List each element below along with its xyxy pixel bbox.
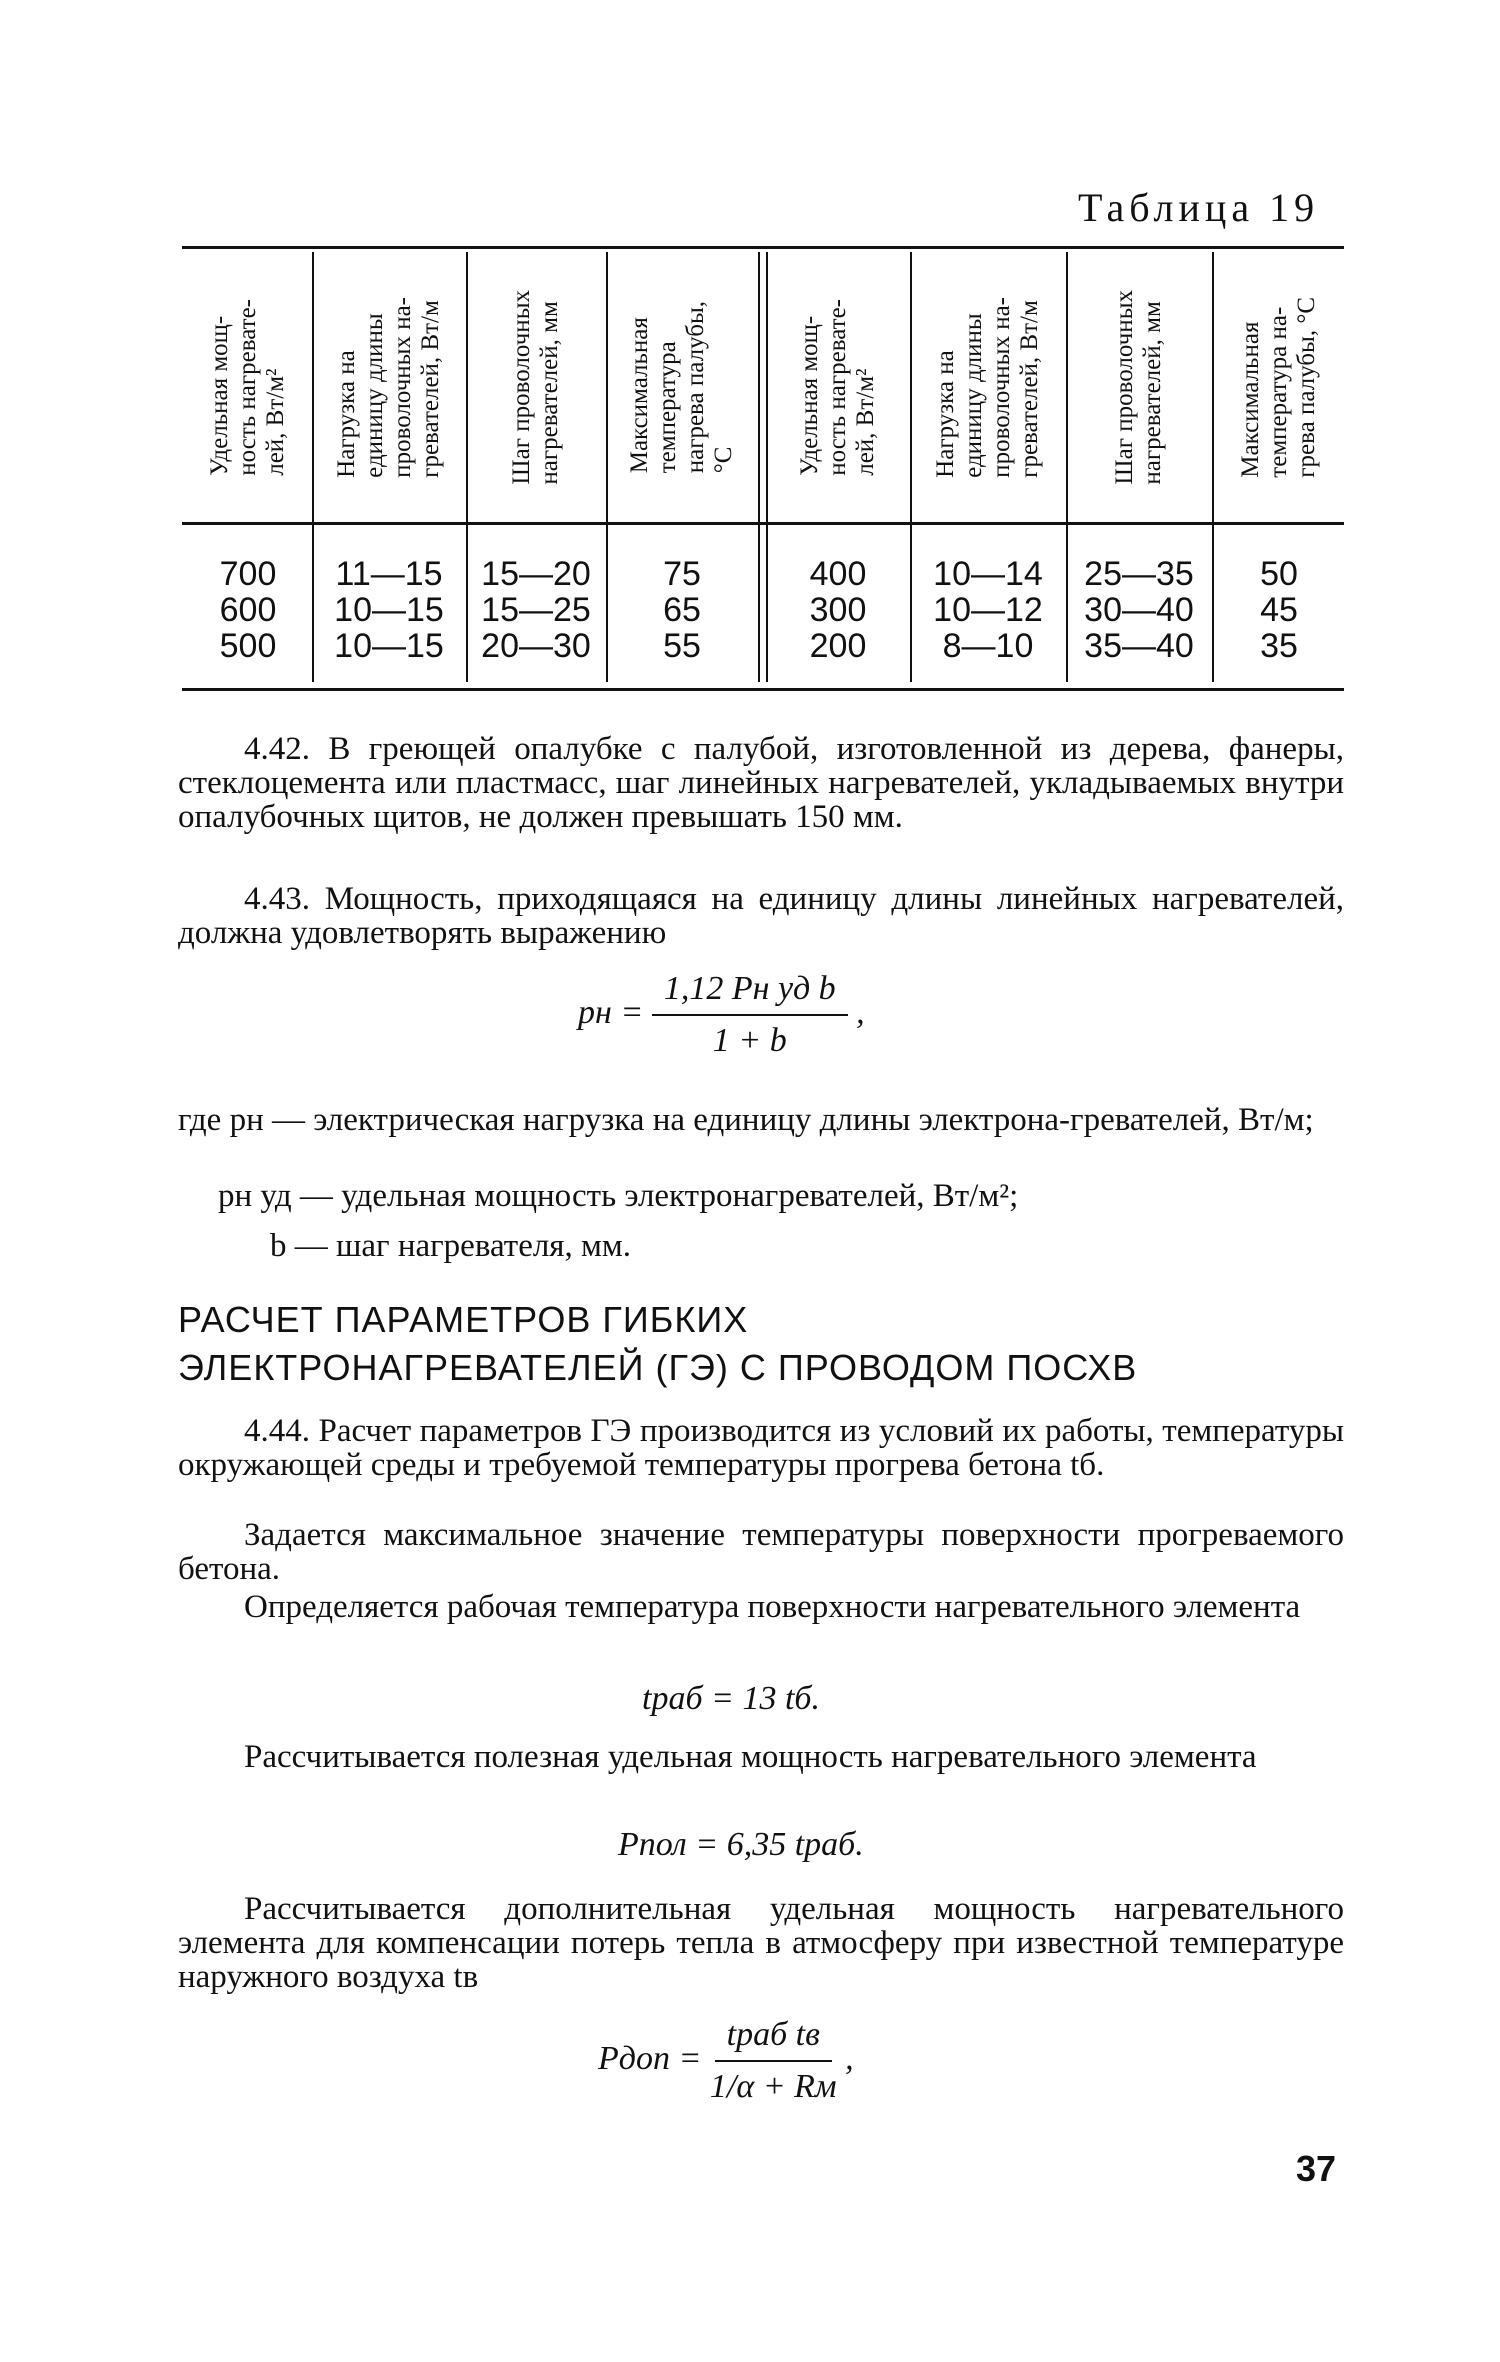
table-cell: 500 bbox=[219, 627, 277, 665]
table-header-cell bbox=[1068, 258, 1210, 516]
formula-lhs: Pдоп = bbox=[598, 2039, 702, 2077]
table-header-text: Максимальная температура на- грева палубы, °С bbox=[1237, 296, 1320, 478]
table-bottom-rule bbox=[182, 688, 1344, 691]
paragraph-4-44: 4.44. Расчет параметров ГЭ производится из условий их работы, температуры окружающей среды и требуемой температуры прогрева бетона tб. bbox=[178, 1413, 1344, 1483]
formula-tail: , bbox=[856, 993, 865, 1031]
table-column bbox=[186, 556, 310, 664]
table-header-text: Нагрузка на единицу длины проволочных на- гревателей, Вт/м bbox=[333, 296, 444, 478]
table-cell: 10—12 bbox=[933, 591, 1043, 629]
table-header-cell bbox=[608, 258, 756, 516]
table-cell: 50 bbox=[1260, 555, 1298, 593]
table-column bbox=[608, 556, 756, 664]
table-cell: 65 bbox=[663, 591, 701, 629]
table-cell: 15—25 bbox=[481, 591, 591, 629]
formula-numerator: tраб tв bbox=[715, 2016, 832, 2062]
table-cell: 35—40 bbox=[1084, 627, 1194, 665]
table-cell: 10—15 bbox=[334, 627, 444, 665]
formula-p-pol: Pпол = 6,35 tраб. bbox=[618, 1826, 864, 1863]
table-header-cell bbox=[468, 258, 604, 516]
table-column bbox=[468, 556, 604, 664]
formula-denominator: 1/α + Rм bbox=[709, 2068, 837, 2105]
table-cell: 200 bbox=[809, 627, 867, 665]
table-column bbox=[912, 556, 1064, 664]
table-header-text: Максимальная температура нагрева палубы, °С bbox=[626, 300, 737, 474]
table-column-divider bbox=[758, 252, 760, 682]
formula-t-rab: tраб = 13 tб. bbox=[642, 1680, 821, 1717]
table-cell: 20—30 bbox=[481, 627, 591, 665]
table-cell: 15—20 bbox=[481, 555, 591, 593]
table-cell: 30—40 bbox=[1084, 591, 1194, 629]
table-cell: 10—15 bbox=[334, 591, 444, 629]
table-column bbox=[768, 556, 908, 664]
formula-denominator: 1 + b bbox=[712, 1022, 787, 1059]
table-cell: 8—10 bbox=[942, 627, 1034, 665]
table-header-text: Удельная мощ- ность нагревате- лей, Вт/м² bbox=[796, 298, 879, 476]
table-caption: Таблица 19 bbox=[1078, 185, 1320, 230]
table-cell: 35 bbox=[1260, 627, 1298, 665]
table-cell: 400 bbox=[809, 555, 867, 593]
table-header-cell bbox=[768, 258, 908, 516]
formula-fraction bbox=[710, 2016, 837, 2106]
table-cell: 300 bbox=[809, 591, 867, 629]
table-header-cell bbox=[186, 258, 310, 516]
formula-tail: , bbox=[845, 2039, 854, 2077]
table-column bbox=[314, 556, 464, 664]
table-header-cell bbox=[1214, 258, 1344, 516]
paragraph-4-44-c: Определяется рабочая температура поверхности нагревательного элемента bbox=[244, 1589, 1301, 1625]
table-column bbox=[1214, 556, 1344, 664]
table-cell: 75 bbox=[663, 555, 701, 593]
formula-numerator: 1,12 Pн уд b bbox=[652, 970, 848, 1016]
where-line-3: b — шаг нагревателя, мм. bbox=[270, 1228, 632, 1264]
table-cell: 55 bbox=[663, 627, 701, 665]
paragraph-4-43: 4.43. Мощность, приходящаяся на единицу длины линейных нагревателей, должна удовлетворять выражению bbox=[178, 881, 1344, 951]
paragraph-4-42: 4.42. В греющей опалубке с палубой, изготовленной из дерева, фанеры, стеклоцемента или пластмасс, шаг линейных нагревателей, укладываемых внутри опалубочных щитов, не должен превышать 150 мм. bbox=[178, 731, 1344, 835]
table-cell: 600 bbox=[219, 591, 277, 629]
paragraph-4-44-e: Рассчитывается дополнительная удельная мощность нагревательного элемента для компенсации потерь тепла в атмосферу при известной температуре наружного воздуха tв bbox=[178, 1891, 1344, 1995]
table-header-cell bbox=[912, 258, 1064, 516]
table-cell: 11—15 bbox=[335, 555, 443, 593]
table-header-text: Нагрузка на единицу длины проволочных на- гревателей, Вт/м bbox=[932, 296, 1043, 478]
table-header-text: Удельная мощ- ность нагревате- лей, Вт/м² bbox=[206, 298, 289, 476]
where-line-1: где pн — электрическая нагрузка на единицу длины электрона-гревателей, Вт/м; bbox=[178, 1102, 1314, 1138]
section-heading-line-1: РАСЧЕТ ПАРАМЕТРОВ ГИБКИХ bbox=[178, 1299, 749, 1340]
page-number: 37 bbox=[1296, 2148, 1337, 2189]
table-header-text: Шаг проволочных нагревателей, мм bbox=[508, 289, 563, 485]
formula-lhs: pн = bbox=[578, 993, 644, 1031]
formula-fraction bbox=[652, 970, 848, 1060]
table-column bbox=[1068, 556, 1210, 664]
table-top-rule bbox=[182, 246, 1344, 249]
formula-pn bbox=[578, 970, 865, 1060]
table-header-cell bbox=[314, 258, 464, 516]
paragraph-4-44-d: Рассчитывается полезная удельная мощность нагревательного элемента bbox=[244, 1739, 1257, 1775]
table-cell: 700 bbox=[219, 555, 277, 593]
paragraph-4-44-b: Задается максимальное значение температуры поверхности прогреваемого бетона. bbox=[178, 1517, 1344, 1587]
where-line-2: pн уд — удельная мощность электронагревателей, Вт/м²; bbox=[218, 1178, 1019, 1214]
section-heading-line-2: ЭЛЕКТРОНАГРЕВАТЕЛЕЙ (ГЭ) С ПРОВОДОМ ПОСХВ bbox=[178, 1347, 1138, 1388]
table-header-text: Шаг проволочных нагревателей, мм bbox=[1111, 289, 1166, 485]
formula-p-dop bbox=[598, 2016, 854, 2106]
table-header-rule bbox=[182, 522, 1344, 525]
table-cell: 10—14 bbox=[933, 555, 1043, 593]
table-cell: 45 bbox=[1260, 591, 1298, 629]
table-cell: 25—35 bbox=[1084, 555, 1194, 593]
